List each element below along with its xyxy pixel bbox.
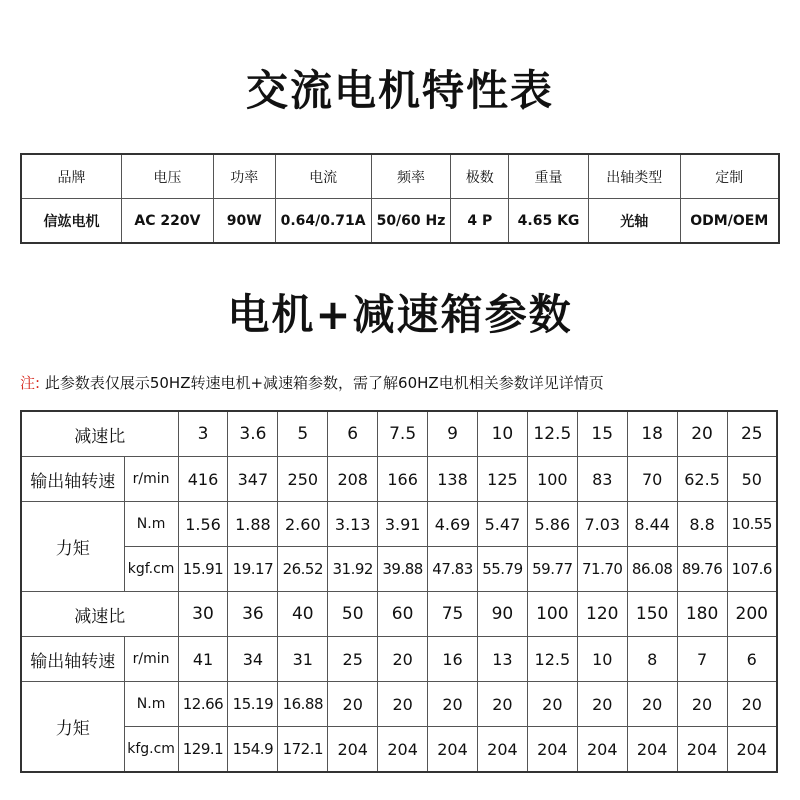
torque-cell: 1.56 <box>178 502 228 547</box>
torque-cell: 19.17 <box>228 547 278 592</box>
spec-value-cell: 0.64/0.71A <box>275 199 371 244</box>
torque-row <box>21 502 777 547</box>
speed-cell: 25 <box>328 637 378 682</box>
torque-cell: 204 <box>527 727 577 773</box>
spec-header-cell: 定制 <box>680 154 779 199</box>
spec-header-cell: 电压 <box>122 154 214 199</box>
spec-header-row <box>21 154 779 199</box>
torque-cell: 204 <box>677 727 727 773</box>
title-motor-characteristics: 交流电机特性表 <box>245 66 554 115</box>
speed-label: 输出轴转速 <box>21 637 124 682</box>
spec-value-cell: 信竑电机 <box>21 199 122 244</box>
torque-cell: 39.88 <box>378 547 428 592</box>
spec-value-cell: 90W <box>213 199 275 244</box>
torque-row <box>21 682 777 727</box>
speed-cell: 83 <box>577 457 627 502</box>
gearbox-params-table <box>20 410 778 773</box>
torque-cell: 16.88 <box>278 682 328 727</box>
torque-cell: 204 <box>477 727 527 773</box>
torque-cell: 4.69 <box>428 502 478 547</box>
ratio-cell: 200 <box>727 592 777 637</box>
motor-spec-table <box>20 153 780 244</box>
spec-value-cell: 光轴 <box>588 199 680 244</box>
torque-cell: 7.03 <box>577 502 627 547</box>
speed-cell: 10 <box>577 637 627 682</box>
torque-cell: 15.91 <box>178 547 228 592</box>
spec-value-cell: 4.65 KG <box>509 199 589 244</box>
speed-cell: 70 <box>627 457 677 502</box>
ratio-cell: 100 <box>527 592 577 637</box>
ratio-cell: 9 <box>428 411 478 457</box>
torque-cell: 204 <box>328 727 378 773</box>
ratio-cell: 6 <box>328 411 378 457</box>
note-body: 此参数表仅展示50HZ转速电机+减速箱参数，需了解60HZ电机相关参数详见详情页 <box>44 374 604 392</box>
speed-cell: 166 <box>378 457 428 502</box>
torque-cell: 172.1 <box>278 727 328 773</box>
ratio-cell: 36 <box>228 592 278 637</box>
ratio-cell: 60 <box>378 592 428 637</box>
torque-cell: 71.70 <box>577 547 627 592</box>
speed-cell: 347 <box>228 457 278 502</box>
torque-cell: 204 <box>577 727 627 773</box>
speed-cell: 31 <box>278 637 328 682</box>
ratio-cell: 40 <box>278 592 328 637</box>
ratio-row <box>21 592 777 637</box>
torque-row <box>21 547 777 592</box>
torque-cell: 20 <box>428 682 478 727</box>
torque-cell: 20 <box>677 682 727 727</box>
torque-cell: 129.1 <box>178 727 228 773</box>
speed-cell: 16 <box>428 637 478 682</box>
speed-cell: 416 <box>178 457 228 502</box>
torque-cell: 12.66 <box>178 682 228 727</box>
spec-value-cell: 50/60 Hz <box>371 199 451 244</box>
torque-cell: 59.77 <box>527 547 577 592</box>
speed-cell: 13 <box>477 637 527 682</box>
torque-cell: 20 <box>328 682 378 727</box>
ratio-cell: 50 <box>328 592 378 637</box>
title-gearbox-params: 电机+减速箱参数 <box>227 290 573 339</box>
speed-cell: 6 <box>727 637 777 682</box>
torque-cell: 5.86 <box>527 502 577 547</box>
spec-header-cell: 出轴类型 <box>588 154 680 199</box>
torque-cell: 5.47 <box>477 502 527 547</box>
speed-cell: 20 <box>378 637 428 682</box>
spec-value-cell: ODM/OEM <box>680 199 779 244</box>
note-mark: 注: <box>20 374 41 392</box>
speed-cell: 34 <box>228 637 278 682</box>
torque-cell: 86.08 <box>627 547 677 592</box>
speed-row <box>21 457 777 502</box>
torque-cell: 20 <box>727 682 777 727</box>
torque-cell: 154.9 <box>228 727 278 773</box>
ratio-cell: 15 <box>577 411 627 457</box>
ratio-cell: 75 <box>428 592 478 637</box>
ratio-cell: 12.5 <box>527 411 577 457</box>
torque-cell: 10.55 <box>727 502 777 547</box>
torque-cell: 8.8 <box>677 502 727 547</box>
spec-value-cell: 4 P <box>451 199 509 244</box>
torque-cell: 8.44 <box>627 502 677 547</box>
torque-label: 力矩 <box>21 502 124 592</box>
speed-unit: r/min <box>124 637 178 682</box>
ratio-cell: 20 <box>677 411 727 457</box>
speed-cell: 41 <box>178 637 228 682</box>
spec-value-cell: AC 220V <box>122 199 214 244</box>
torque-cell: 26.52 <box>278 547 328 592</box>
spec-header-cell: 电流 <box>275 154 371 199</box>
torque-cell: 20 <box>577 682 627 727</box>
ratio-cell: 10 <box>477 411 527 457</box>
speed-cell: 62.5 <box>677 457 727 502</box>
spec-header-cell: 频率 <box>371 154 451 199</box>
torque-cell: 55.79 <box>477 547 527 592</box>
ratio-cell: 90 <box>477 592 527 637</box>
ratio-cell: 150 <box>627 592 677 637</box>
speed-cell: 138 <box>428 457 478 502</box>
ratio-cell: 30 <box>178 592 228 637</box>
torque-cell: 204 <box>627 727 677 773</box>
ratio-cell: 120 <box>577 592 627 637</box>
torque-cell: 31.92 <box>328 547 378 592</box>
torque-cell: 20 <box>378 682 428 727</box>
torque-cell: 3.13 <box>328 502 378 547</box>
spec-header-cell: 重量 <box>509 154 589 199</box>
ratio-cell: 3 <box>178 411 228 457</box>
ratio-label: 减速比 <box>21 411 178 457</box>
speed-cell: 7 <box>677 637 727 682</box>
ratio-cell: 5 <box>278 411 328 457</box>
torque-cell: 1.88 <box>228 502 278 547</box>
ratio-cell: 25 <box>727 411 777 457</box>
torque-cell: 20 <box>527 682 577 727</box>
speed-cell: 12.5 <box>527 637 577 682</box>
speed-cell: 250 <box>278 457 328 502</box>
speed-cell: 125 <box>477 457 527 502</box>
torque-cell: 107.6 <box>727 547 777 592</box>
spec-header-cell: 品牌 <box>21 154 122 199</box>
torque-cell: 15.19 <box>228 682 278 727</box>
torque-unit: kfg.cm <box>124 727 178 773</box>
torque-unit: kgf.cm <box>124 547 178 592</box>
torque-label: 力矩 <box>21 682 124 773</box>
torque-cell: 3.91 <box>378 502 428 547</box>
spec-header-cell: 功率 <box>213 154 275 199</box>
torque-cell: 2.60 <box>278 502 328 547</box>
torque-cell: 47.83 <box>428 547 478 592</box>
ratio-cell: 3.6 <box>228 411 278 457</box>
torque-cell: 204 <box>727 727 777 773</box>
ratio-cell: 18 <box>627 411 677 457</box>
ratio-cell: 7.5 <box>378 411 428 457</box>
torque-cell: 20 <box>477 682 527 727</box>
torque-unit: N.m <box>124 502 178 547</box>
torque-row <box>21 727 777 773</box>
torque-cell: 89.76 <box>677 547 727 592</box>
torque-cell: 204 <box>428 727 478 773</box>
note-text <box>20 372 604 393</box>
speed-cell: 8 <box>627 637 677 682</box>
speed-cell: 100 <box>527 457 577 502</box>
speed-label: 输出轴转速 <box>21 457 124 502</box>
torque-unit: N.m <box>124 682 178 727</box>
torque-cell: 204 <box>378 727 428 773</box>
ratio-row <box>21 411 777 457</box>
ratio-label: 减速比 <box>21 592 178 637</box>
spec-header-cell: 极数 <box>451 154 509 199</box>
ratio-cell: 180 <box>677 592 727 637</box>
speed-cell: 50 <box>727 457 777 502</box>
speed-cell: 208 <box>328 457 378 502</box>
torque-cell: 20 <box>627 682 677 727</box>
spec-value-row <box>21 199 779 244</box>
speed-unit: r/min <box>124 457 178 502</box>
speed-row <box>21 637 777 682</box>
